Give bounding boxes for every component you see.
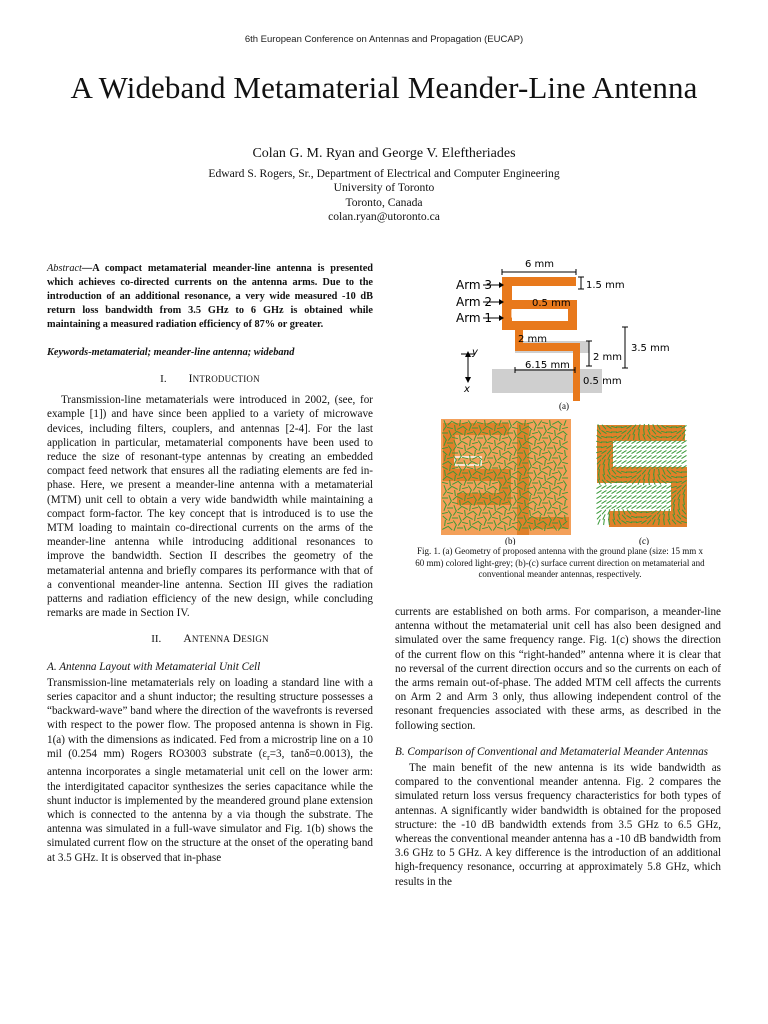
left-column — [47, 262, 373, 865]
current-arrow — [642, 445, 647, 448]
current-arrow — [682, 460, 687, 463]
current-arrow — [603, 514, 605, 519]
current-arrow — [647, 460, 652, 463]
current-arrow — [662, 485, 667, 488]
current-arrow — [607, 490, 612, 493]
current-arrow — [627, 455, 632, 458]
paragraph-part: Transmission-line metamaterials rely on loading a standard line with a series capacitor and a shunt inductor; the resulting structure possesses a “backward-wave” band where the direction of the wavefronts is reversed with respect to the power flow. The proposed antenna is shown in Fig. 1(a) with the dimensions as indicated. Fed from a microstrip line on a 10 mil (0.254 mm) Rogers RO3003 substrate (ε — [47, 676, 373, 760]
current-arrow — [672, 455, 677, 458]
current-arrow — [607, 495, 612, 498]
current-arrow — [642, 455, 647, 458]
current-arrow — [607, 505, 612, 508]
intro-paragraph: Transmission-line metamaterials were introduced in 2002, (see, for example [1]) and have since been applied to a variety of microwave devices, including filters, couplers, and antennas [2-4]. For the last application in particular, metamaterial components have been used to reduce the size of resonant-type antennas by creating an embedded compact feed network that ensures all the radiating elements are fed in-phase. Here, we present a meander-line antenna with a metamaterial (MTM) unit cell to obtain a very wide bandwidth while maintaining a compact form-factor. The key concept that is introduced is to use the MTM loading to maintain co-directional currents on the arms of the meander-line antenna while introducing additional resonances to improve the bandwidth. Section II describes the geometry of the metamaterial antenna and briefly compares its performance with that of a conventional meander-line antenna. Section III gives the radiation patterns and radiation efficiency of the new design, while concluding remarks are made in Section IV. — [47, 394, 373, 620]
current-arrow — [652, 505, 657, 508]
current-arrow — [622, 505, 627, 508]
section-number: II. — [151, 633, 162, 646]
current-arrow — [662, 505, 667, 508]
current-arrow — [657, 490, 662, 493]
antenna-layout-paragraph — [47, 676, 373, 865]
current-arrow — [602, 500, 607, 503]
current-arrow — [597, 500, 602, 503]
current-arrow — [637, 485, 642, 488]
current-arrow — [667, 500, 672, 503]
section-title: INTRODUCTION — [188, 373, 260, 385]
current-arrow — [632, 445, 637, 448]
current-arrow — [617, 495, 622, 498]
current-arrow — [617, 450, 622, 453]
current-arrow — [677, 455, 682, 458]
x-axis-label: x — [464, 384, 470, 395]
dim-2mm-label: 2 mm — [518, 334, 548, 345]
figure-1-caption: Fig. 1. (a) Geometry of proposed antenna with the ground plane (size: 15 mm x 60 mm) colored light-grey; (b)-(c) surface current direction on metamaterial and conventional meander antennas, respectively. — [415, 546, 705, 579]
paper-title: A Wideband Metamaterial Meander-Line Antenna — [70, 70, 698, 105]
subfig-a-label: (a) — [559, 401, 569, 411]
current-arrow — [602, 490, 607, 493]
current-arrow — [677, 450, 682, 453]
current-arrow — [657, 460, 662, 463]
dim-3-5mm-label: 3.5 mm — [631, 343, 670, 354]
current-arrow — [662, 460, 667, 463]
arm-2-label: Arm 2 — [456, 295, 493, 309]
current-arrow — [682, 445, 687, 448]
current-arrow — [622, 495, 627, 498]
current-arrow — [642, 495, 647, 498]
current-arrow — [647, 490, 652, 493]
section-heading-1 — [47, 372, 373, 387]
current-arrow — [632, 450, 637, 453]
subsection-heading-a: A. Antenna Layout with Metamaterial Unit Cell — [47, 660, 261, 673]
current-arrow — [612, 495, 617, 498]
current-arrow — [652, 445, 657, 448]
current-arrow — [627, 505, 632, 508]
current-arrow — [647, 455, 652, 458]
current-arrow — [667, 490, 672, 493]
current-arrow — [622, 500, 627, 503]
affiliation — [0, 167, 768, 225]
dim-0-5mm-label: 0.5 mm — [532, 298, 571, 309]
current-arrow — [602, 485, 607, 488]
keywords: Keywords-metamaterial; meander-line antenna; wideband — [47, 347, 295, 358]
dim-2mm-label: 2 mm — [593, 352, 623, 363]
current-arrow — [672, 445, 677, 448]
epsilon-subscript: r — [267, 753, 270, 763]
current-arrow — [627, 500, 632, 503]
current-arrow — [657, 445, 662, 448]
dim-6-15mm-label: 6.15 mm — [525, 360, 570, 371]
current-arrow — [612, 490, 617, 493]
current-arrow — [612, 505, 617, 508]
current-arrow — [657, 495, 662, 498]
affiliation-city: Toronto, Canada — [345, 195, 423, 209]
current-arrow — [632, 500, 637, 503]
current-arrow — [622, 450, 627, 453]
current-arrow — [607, 485, 612, 488]
current-arrow — [617, 445, 622, 448]
current-arrow — [672, 450, 677, 453]
current-arrow — [682, 455, 687, 458]
current-arrow — [652, 490, 657, 493]
affiliation-email[interactable]: colan.ryan@utoronto.ca — [328, 210, 440, 224]
current-arrow — [642, 485, 647, 488]
current-arrow — [597, 490, 602, 493]
right-column — [395, 605, 721, 889]
dim-6mm-label: 6 mm — [525, 259, 555, 270]
current-arrow — [632, 495, 637, 498]
affiliation-univ: University of Toronto — [333, 181, 435, 195]
current-arrow — [632, 490, 637, 493]
current-arrow — [597, 515, 601, 520]
authors: Colan G. M. Ryan and George V. Eleftheriades — [252, 146, 516, 161]
current-arrow — [662, 445, 667, 448]
current-arrow — [662, 455, 667, 458]
current-arrow — [657, 505, 662, 508]
current-arrow — [667, 505, 672, 508]
current-arrow — [598, 519, 600, 524]
comparison-paragraph: The main benefit of the new antenna is its wide bandwidth as compared to the conventional meander antenna. Fig. 2 compares the simulated return loss versus frequency characteristics for both types of antennas. A significantly wider bandwidth is obtained for the proposed structure: the -10 dB bandwidth extends from 3.5 GHz to 6.5 GHz, whereas the conventional meander antenna has a -10 dB bandwidth from 3.6 GHz to 5 GHz. A key difference is the introduction of an additional high-frequency resonance, occurring at approximately 5.8 GHz, which results in the — [395, 762, 721, 888]
y-axis-label: y — [472, 347, 478, 358]
current-arrow — [617, 500, 622, 503]
current-arrow — [647, 445, 652, 448]
current-arrow — [627, 445, 632, 448]
current-arrow — [642, 460, 647, 463]
current-arrow — [602, 510, 606, 515]
current-simulation-conventional — [596, 424, 687, 545]
current-arrow — [597, 485, 602, 488]
current-arrow — [597, 510, 602, 513]
current-arrow — [662, 490, 667, 493]
paragraph-part: =3, tanδ=0.0013), the antenna incorporates a single metamaterial unit cell on the lower arm: the interdigitated capacitor synthesizes the series capacitance while the shunt inductor is implemented by the meandered ground plane extension which is connected to the antenna by a via though the substrate. The antenna was simulated in a full-wave simulator and Fig. 1(b) shows the simulated current flow on the structure at the onset of the operating band at 3.5 GHz. It is observed that in-phase — [47, 747, 373, 864]
current-arrow — [637, 450, 642, 453]
current-arrow — [597, 505, 602, 508]
current-arrow — [677, 445, 682, 448]
current-arrow — [637, 490, 642, 493]
current-arrow — [617, 485, 622, 488]
current-arrow — [617, 460, 622, 463]
current-arrow — [612, 485, 617, 488]
current-arrow — [637, 505, 642, 508]
current-arrow — [627, 485, 632, 488]
current-arrow — [604, 519, 605, 525]
current-arrow — [617, 505, 622, 508]
current-arrow — [627, 450, 632, 453]
current-arrow — [667, 495, 672, 498]
antenna-layout-continuation: currents are established on both arms. For comparison, a meander-line antenna without the metamaterial unit cell has also been designed and simulated over the same frequency range. Fig. 1(c) shows the direction of the current flow on this “right-handed” antenna where it is clear that no reversal of the current direction occurs and so the currents on each of the arms remain out-of-phase. The added MTM cell affects the currents on Arm 2 and Arm 3 only, thus allowing independent control of the resonant frequencies associated with these arms, as described in the following section. — [395, 606, 721, 732]
current-arrow — [652, 500, 657, 503]
current-arrow — [632, 505, 637, 508]
current-arrow — [637, 460, 642, 463]
antenna-geometry — [456, 259, 670, 411]
current-arrow — [602, 505, 607, 508]
current-arrow — [657, 455, 662, 458]
abstract-text: —A compact metamaterial meander-line antenna is presented which achieves co-directed currents on the antenna arms. Due to the introduction of an additional resonance, a very wide measured -10 dB return loss bandwidth from 3.5 GHz to 6 GHz is obtained while maintaining a measured radiation efficiency of 87% or greater. — [47, 263, 373, 330]
current-arrow — [627, 490, 632, 493]
current-arrow — [647, 505, 652, 508]
current-arrow — [662, 450, 667, 453]
current-arrow — [682, 450, 687, 453]
current-arrow — [662, 495, 667, 498]
subfig-c-label: (c) — [639, 536, 649, 545]
current-arrow — [652, 450, 657, 453]
current-arrow — [652, 455, 657, 458]
current-arrow — [607, 500, 612, 503]
current-arrow — [637, 455, 642, 458]
current-arrow — [652, 460, 657, 463]
current-arrow — [642, 490, 647, 493]
current-arrow — [667, 455, 672, 458]
current-arrow — [642, 505, 647, 508]
dim-0-5mm-label: 0.5 mm — [583, 376, 622, 387]
current-arrow — [622, 445, 627, 448]
current-arrow — [637, 495, 642, 498]
current-arrow — [647, 485, 652, 488]
current-arrow — [632, 460, 637, 463]
current-arrow — [602, 495, 607, 498]
current-arrow — [657, 450, 662, 453]
current-arrow — [672, 460, 677, 463]
current-arrow — [627, 495, 632, 498]
current-arrow — [617, 490, 622, 493]
figure-1 — [395, 255, 721, 587]
conference-header: 6th European Conference on Antennas and Propagation (EUCAP) — [244, 34, 524, 45]
current-arrow — [662, 500, 667, 503]
current-simulation-mtm — [441, 419, 571, 545]
current-arrow — [612, 500, 617, 503]
current-arrow — [632, 485, 637, 488]
current-arrow — [622, 490, 627, 493]
current-arrow — [622, 455, 627, 458]
current-arrow — [652, 495, 657, 498]
current-arrow — [667, 485, 672, 488]
interdigital-capacitor — [512, 310, 538, 317]
arm-1-label: Arm 1 — [456, 311, 493, 325]
abstract-label: Abstract — [47, 263, 82, 274]
current-arrow — [637, 445, 642, 448]
current-arrow — [667, 445, 672, 448]
section-title: ANTENNA DESIGN — [183, 633, 269, 646]
current-arrow — [627, 460, 632, 463]
current-arrow — [667, 450, 672, 453]
x-axis-arrow — [465, 377, 471, 383]
current-arrow — [657, 500, 662, 503]
current-arrow — [647, 500, 652, 503]
current-arrow — [597, 495, 602, 498]
current-arrow — [632, 455, 637, 458]
current-arrow — [642, 500, 647, 503]
abstract — [47, 262, 373, 332]
current-arrow — [652, 485, 657, 488]
current-arrow — [657, 485, 662, 488]
section-number: I. — [160, 373, 167, 385]
subsection-heading-b: B. Comparison of Conventional and Metamaterial Meander Antennas — [395, 745, 709, 758]
figure-1-graphic — [395, 255, 721, 545]
current-arrow — [622, 485, 627, 488]
current-arrow — [617, 455, 622, 458]
current-arrow — [622, 460, 627, 463]
current-arrow — [647, 450, 652, 453]
arm-3-label: Arm 3 — [456, 278, 493, 292]
affiliation-dept: Edward S. Rogers, Sr., Department of Electrical and Computer Engineering — [208, 167, 560, 180]
current-arrow — [647, 495, 652, 498]
current-arrow — [667, 460, 672, 463]
dim-1-5mm-label: 1.5 mm — [586, 280, 625, 291]
section-heading-2 — [47, 632, 373, 647]
current-arrow — [637, 500, 642, 503]
current-arrow — [642, 450, 647, 453]
subfig-b-label: (b) — [505, 536, 516, 545]
current-arrow — [677, 460, 682, 463]
